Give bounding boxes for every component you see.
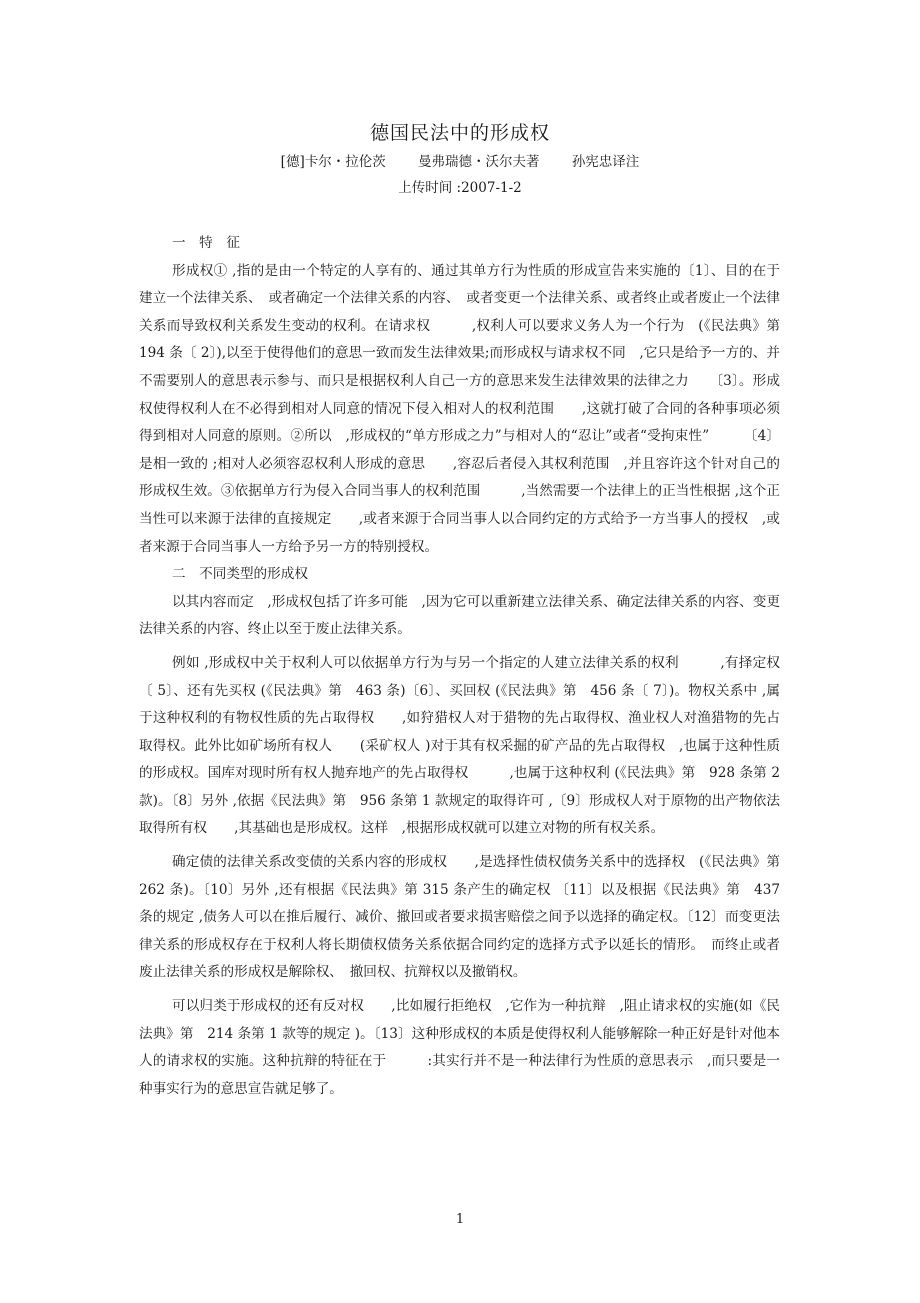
paragraph: 例如 ,形成权中关于权利人可以依据单方行为与另一个指定的人建立法律关系的权利 ,有择定权〔 5〕、还有先买权 (《民法典》第 463 条)〔6〕、买回权 (《民法典》第 456 条〔 7〕)。物权关系中 ,属于这种权利的有物权性质的先占取得权 ,如狩猎权人对于猎物的先占取得权、渔业权人对渔猎物的先占取得权。此外比如矿场所有权人 (采矿权人 )对于其有权采掘的矿产品的先占取得权 ,也属于这种性质的形成权。国库对现时所有权人抛弃地产的先占取得权 ,也属于这种权利 (《民法典》第 928 条第 2 款)。〔8〕另外 ,依据《民法典》第 956 条第 1 款规定的取得许可 ,〔9〕形成权人对于原物的出产物依法取得所有权 ,其基础也是形成权。这样 ,根据形成权就可以建立对物的所有权关系。 <box>139 654 780 837</box>
paragraph: 形成权① ,指的是由一个特定的人享有的、通过其单方行为性质的形成宣告来实施的〔1〕、目的在于建立一个法律关系、 或者确定一个法律关系的内容、 或者变更一个法律关系、或者终止或者废止一个法律关系而导致权利关系发生变动的权利。在请求权 ,权利人可以要求义务人为一个行为 (《民法典》第 194 条〔 2〕),以至于使得他们的意思一致而发生法律效果;而形成权与请求权不同 ,它只是给予一方的、并不需要别人的意思表示参与、而只是根据权利人自己一方的意思来发生法律效果的法律之力 〔3〕。形成权使得权利人在不必得到相对人同意的情况下侵入相对人的权利范围 ,这就打破了合同的各种事项必须得到相对人同意的原则。②所以 ,形成权的“单方形成之力”与相对人的“忍让”或者“受拘束性” 〔4〕是相一致的 ;相对人必须容忍权利人形成的意思 ,容忍后者侵入其权利范围 ,并且容许这个针对自己的形成权生效。③依据单方行为侵入合同当事人的权利范围 ,当然需要一个法律上的正当性根据 ,这个正当性可以来源于法律的直接规定 ,或者来源于合同当事人以合同约定的方式给予一方当事人的授权 ,或者来源于合同当事人一方给予另一方的特别授权。 <box>139 262 794 555</box>
paragraph: 以其内容而定 ,形成权包括了许多可能 ,因为它可以重新建立法律关系、确定法律关系的内容、变更法律关系的内容、终止以至于废止法律关系。 <box>139 593 780 638</box>
author-name: [德]卡尔・拉伦茨 <box>280 154 386 170</box>
paragraph: 确定债的法律关系改变债的关系内容的形成权 ,是选择性债权债务关系中的选择权 (《民法典》第 262 条)。〔10〕另外 ,还有根据《民法典》第 315 条产生的确定权 〔11〕以及根据《民法典》第 437 条的规定 ,债务人可以在推后履行、减价、撤回或者要求损害赔偿之间予以选择的确定权。〔12〕而变更法律关系的形成权存在于权利人将长期债权债务关系依据合同约定的选择方式予以延长的情形。 而终止或者废止法律关系的形成权是解除权、 撤回权、抗辩权以及撤销权。 <box>139 854 780 981</box>
page-number: 1 <box>455 1212 465 1227</box>
article-body <box>139 230 794 1103</box>
paragraph: 可以归类于形成权的还有反对权 ,比如履行拒绝权 ,它作为一种抗辩 ,阻止请求权的实施(如《民法典》第 214 条第 1 款等的规定 )。〔13〕这种形成权的本质是使得权利人能够解除一种正好是针对他本人的请求权的实施。这种抗辩的特征在于 :其实行并不是一种法律行为性质的意思表示 ,而只要是一种事实行为的意思宣告就足够了。 <box>139 998 780 1097</box>
section-heading: 一 特 征 <box>172 235 240 251</box>
author-line <box>0 150 920 170</box>
upload-time: 上传时间 :2007-1-2 <box>398 180 522 196</box>
document-title: 德国民法中的形成权 <box>369 122 550 144</box>
author-name: 曼弗瑞德・沃尔夫著 <box>418 154 540 170</box>
translator-name: 孙宪忠译注 <box>571 154 640 170</box>
section-heading: 二 不同类型的形成权 <box>172 566 308 583</box>
